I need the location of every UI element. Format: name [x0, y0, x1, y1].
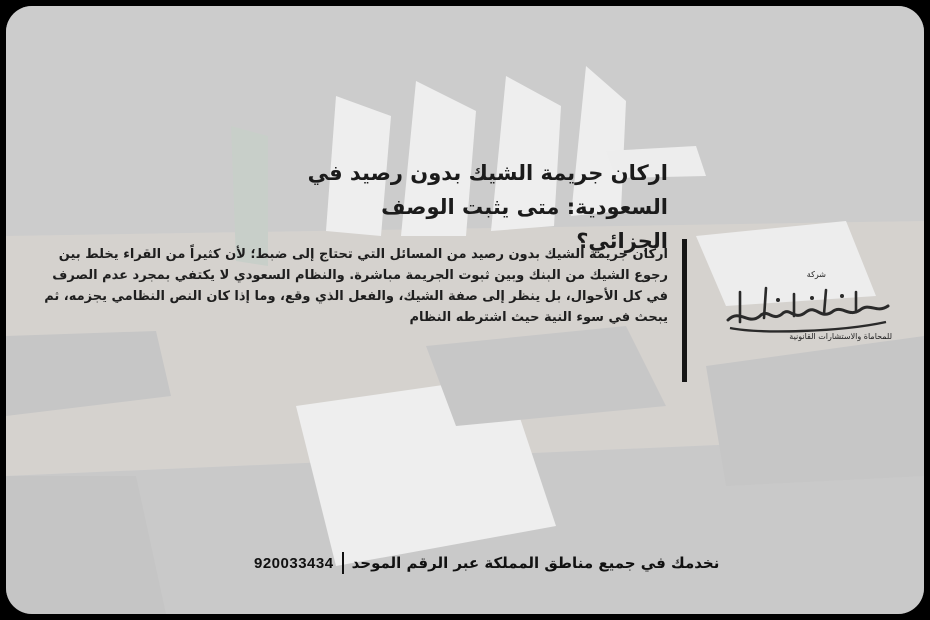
- footer-text: نخدمك في جميع مناطق المملكة عبر الرقم الموحد: [351, 554, 720, 572]
- footer-contact: [254, 550, 719, 576]
- article-title: اركان جريمة الشيك بدون رصيد في السعودية: متى يثبت الوصف الجزائي؟: [307, 161, 668, 253]
- article-excerpt: اركان جريمة الشيك بدون رصيد من المسائل التي تحتاج إلى ضبط؛ لأن كثيراً من القراء يخلط بين رجوع الشيك من البنك وبين ثبوت الجريمة مباشرة. والنظام السعودي لا يكتفي بمجرد عدم الصرف في كل الأحوال، بل ينظر إلى صفة الشيك، والفعل الذي وقع، وما إذا كان النص النظامي يجزمه، ثم يبحث في سوء النية حيث اشترطه النظام: [44, 247, 668, 325]
- vertical-divider: [682, 239, 687, 382]
- company-logo: [720, 270, 894, 352]
- unified-phone-number[interactable]: 920033434: [254, 554, 334, 572]
- footer-divider: [342, 552, 344, 574]
- logo-small-label: شركة: [806, 270, 826, 279]
- logo-subtitle: للمحاماة والاستشارات القانونية: [789, 332, 892, 341]
- banner-card: [6, 6, 924, 614]
- calligraphy-logo-icon: [720, 278, 894, 338]
